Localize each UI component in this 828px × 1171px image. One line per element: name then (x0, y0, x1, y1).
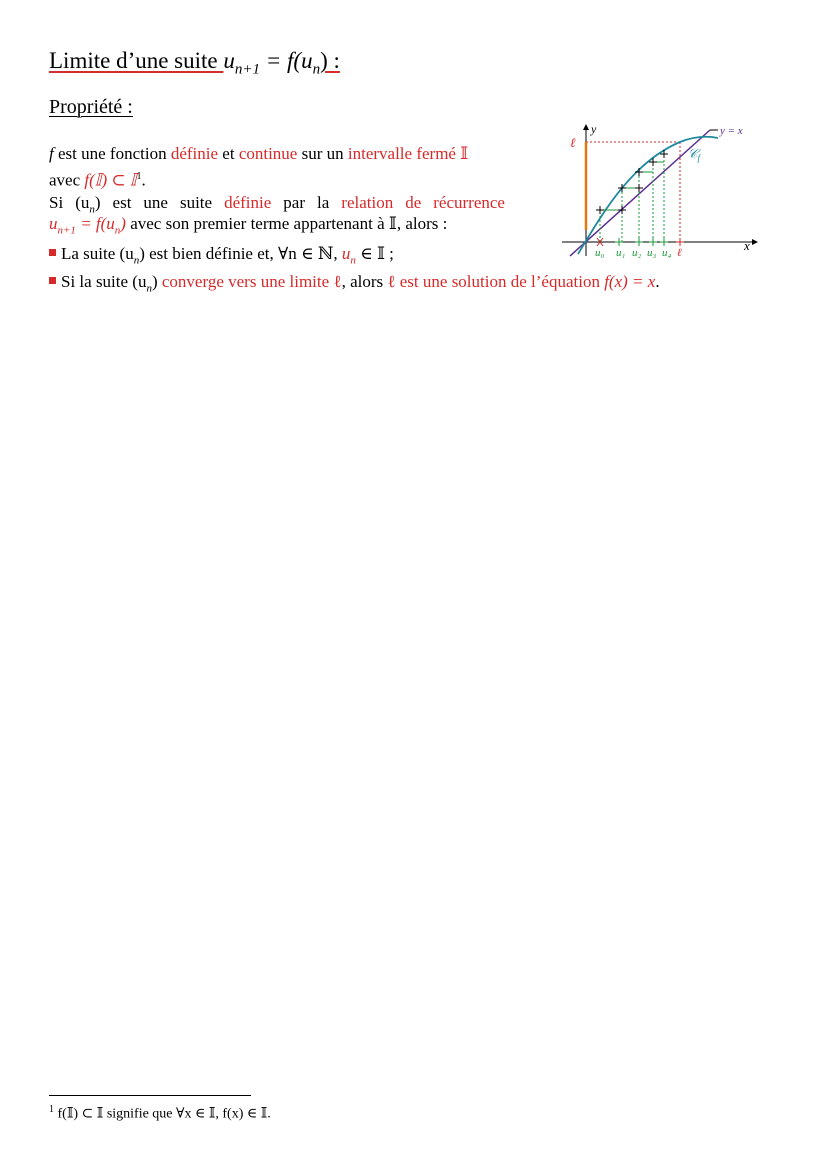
label-u3: u₃ (647, 247, 657, 258)
word: par (283, 193, 305, 212)
inclusion: f(𝕀) ⊂ 𝕀 (84, 170, 137, 190)
word: suite (179, 193, 213, 212)
title-sub: n+1 (234, 61, 261, 78)
text: (u (75, 193, 90, 212)
text: , alors (341, 272, 388, 291)
x-axis-arrow-icon (752, 239, 758, 245)
ell-y-label: ℓ (570, 135, 576, 150)
keyword-converge: converge vers une limite ℓ (161, 272, 342, 291)
tick-ell (676, 238, 684, 246)
text: ) (94, 193, 101, 212)
label-u4: u₄ (662, 247, 672, 258)
text: avec (49, 170, 85, 190)
cross-markers (596, 150, 668, 214)
text: ) est bien définie et, ∀n ∈ ℕ, (139, 244, 342, 263)
keyword-definie: définie (170, 144, 219, 163)
label-u0: u₀ (595, 247, 605, 258)
paragraph-line-1 (49, 143, 468, 164)
cobweb-steps (600, 154, 664, 242)
text: ) (120, 214, 126, 233)
text: La suite (u (61, 244, 134, 263)
text: . (655, 272, 660, 291)
keyword-solution: est une solution de l’équation (395, 272, 605, 291)
x-axis-label: x (744, 238, 750, 253)
text: n (350, 254, 356, 267)
y-axis-label: y (591, 122, 597, 136)
page-title (49, 48, 340, 79)
bullet-2 (49, 271, 660, 299)
text: n (146, 282, 152, 295)
text: avec son premier terme appartenant à 𝕀, alors : (125, 214, 448, 233)
tick-u2 (635, 238, 643, 246)
label-ell: ℓ (677, 247, 682, 258)
ell-symbol: ℓ (387, 272, 396, 291)
word: une (143, 193, 168, 212)
keyword-intervalle: intervalle fermé 𝕀 (347, 144, 469, 163)
keyword-de: de (405, 193, 422, 212)
cross-icon (635, 168, 643, 176)
text: u (49, 214, 58, 233)
bullet-icon (49, 277, 56, 284)
text: n+1 (57, 224, 76, 237)
paragraph-line-4 (49, 213, 447, 241)
y-axis-arrow-icon (583, 124, 589, 130)
text: ∈ 𝕀 ; (355, 244, 394, 263)
text: sur un (297, 144, 348, 163)
line-label: y = x (720, 125, 743, 137)
footnote (49, 1104, 271, 1123)
equation: f(x) = x (604, 272, 656, 291)
text: ) (151, 272, 162, 291)
text: n (133, 254, 140, 267)
footnote-text: f(𝕀) ⊂ 𝕀 signifie que ∀x ∈ 𝕀, f(x) ∈ 𝕀. (54, 1106, 271, 1122)
footnote-ref: 1 (136, 171, 142, 182)
text: u (341, 244, 351, 263)
word: est (112, 193, 132, 212)
curve-label-sub: f (697, 153, 700, 163)
text: = f(u (75, 214, 115, 233)
text: et (218, 144, 239, 163)
tick-u4 (660, 238, 668, 246)
label-u1: u₁ (616, 247, 626, 258)
cobweb-horizontals (600, 162, 664, 210)
title-u: u (223, 48, 235, 73)
propriete-heading: Propriété : (49, 96, 133, 118)
text: . (141, 170, 146, 190)
keyword-continue: continue (238, 144, 298, 163)
keyword-recurrence: récurrence (433, 193, 505, 212)
cobweb-figure (560, 118, 760, 258)
bullet-icon (49, 249, 56, 256)
text: Si la suite (u (61, 272, 147, 291)
footnote-number: 1 (49, 1104, 54, 1115)
word: Si (49, 193, 64, 212)
curve-label-text: 𝒞 (688, 146, 698, 161)
word: la (317, 193, 330, 212)
keyword-definie: définie (224, 193, 272, 212)
title-rest: = f(u (260, 48, 313, 73)
paragraph-line-2 (49, 166, 146, 191)
text: est une fonction (53, 144, 171, 163)
tick-u3 (649, 238, 657, 246)
label-u2: u₂ (632, 247, 642, 258)
text: n (114, 224, 121, 237)
un-in-I (341, 244, 356, 267)
bullet-1 (49, 243, 394, 271)
recurrence-relation (49, 214, 126, 237)
title-text: Limite d’une suite (49, 48, 224, 73)
curve-label (688, 146, 701, 163)
footnote-rule (49, 1095, 251, 1096)
tick-u1 (615, 238, 623, 246)
title-sub2: n (312, 61, 321, 78)
u-labels (595, 247, 682, 258)
keyword-relation: relation (341, 193, 394, 212)
text: n (89, 203, 95, 216)
f-symbol: f (49, 144, 54, 163)
title-end: ) : (320, 48, 340, 73)
